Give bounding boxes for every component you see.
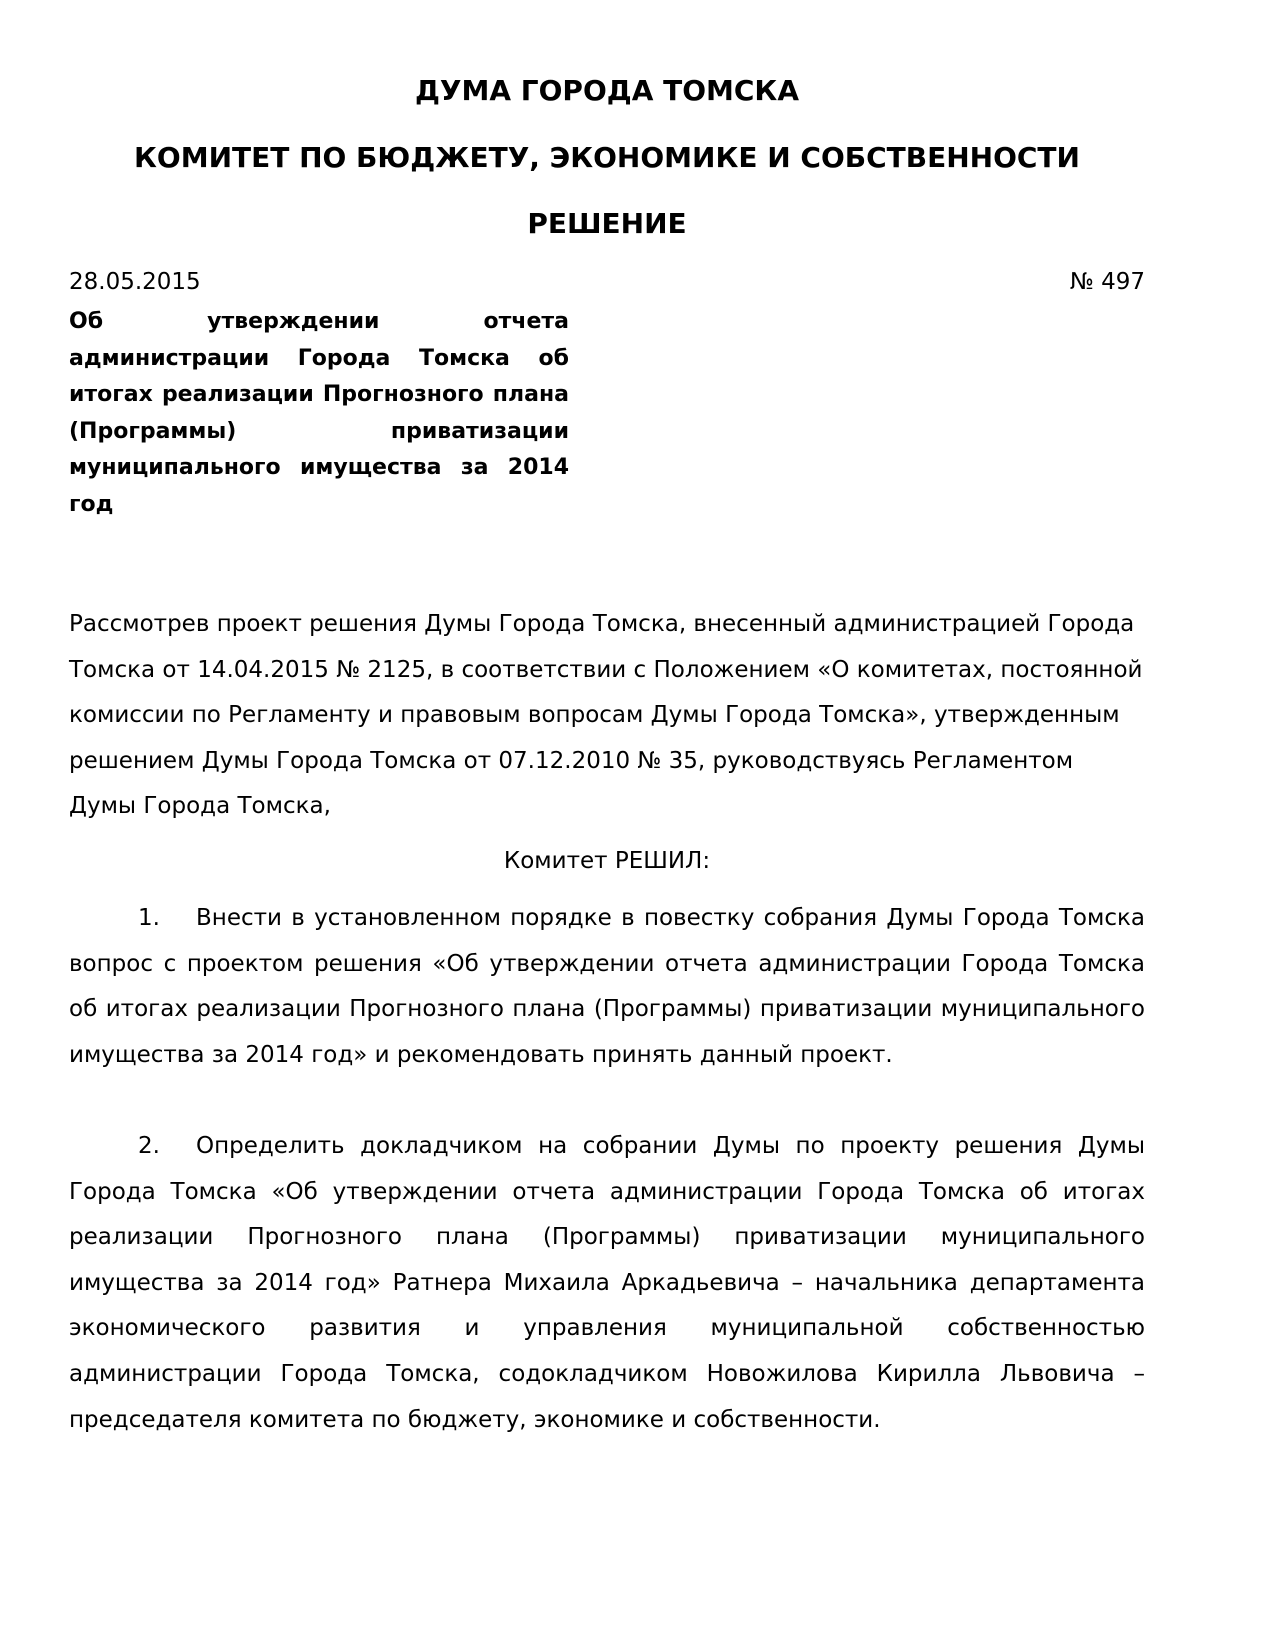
- item-text: Внести в установленном порядке в повестку собрания Думы Города Томска вопрос с проектом решения «Об утверждении отчета администрации Города Томска об итогах реализации Прогнозного плана (Программы) приватизации муниципального имущества за 2014 год» и рекомендовать принять данный проект.: [69, 905, 1145, 1068]
- decision-heading: Комитет РЕШИЛ:: [503, 848, 711, 874]
- document-date: 28.05.2015: [69, 269, 201, 295]
- item-number: 1.: [138, 905, 160, 931]
- document-type-heading: РЕШЕНИЕ: [527, 207, 687, 240]
- document-page: [69, 0, 1145, 1650]
- date-number-row: [69, 266, 1145, 298]
- item-text: Определить докладчиком на собрании Думы по проекту решения Думы Города Томска «Об утверждении отчета администрации Города Томска об итогах реализации Прогнозного плана (Программы) приватизации муниципального имущества за 2014 год» Ратнера Михаила Аркадьевича – начальника департамента экономического развития и управления муниципальной собственностью администрации Города Томска, содокладчиком Новожилова Кирилла Львовича – председателя комитета по бюджету, экономике и собственности.: [69, 1133, 1145, 1433]
- decision-item: [69, 1124, 1145, 1443]
- committee-heading: КОМИТЕТ ПО БЮДЖЕТУ, ЭКОНОМИКЕ И СОБСТВЕННОСТИ: [134, 141, 1080, 174]
- organization-heading: ДУМА ГОРОДА ТОМСКА: [414, 74, 799, 107]
- item-number: 2.: [138, 1133, 160, 1159]
- preamble-paragraph: Рассмотрев проект решения Думы Города Томска, внесенный администрацией Города Томска от 14.04.2015 № 2125, в соответствии с Положением «О комитетах, постоянной комиссии по Регламенту и правовым вопросам Думы Города Томска», утвержденным решением Думы Города Томска от 07.12.2010 № 35, руководствуясь Регламентом Думы Города Томска,: [69, 611, 1143, 820]
- decision-item: [69, 896, 1145, 1078]
- document-subject: Об утверждении отчета администрации Города Томска об итогах реализации Прогнозного плана (Программы) приватизации муниципального имущества за 2014 год: [69, 309, 569, 517]
- document-number: № 497: [1069, 269, 1145, 295]
